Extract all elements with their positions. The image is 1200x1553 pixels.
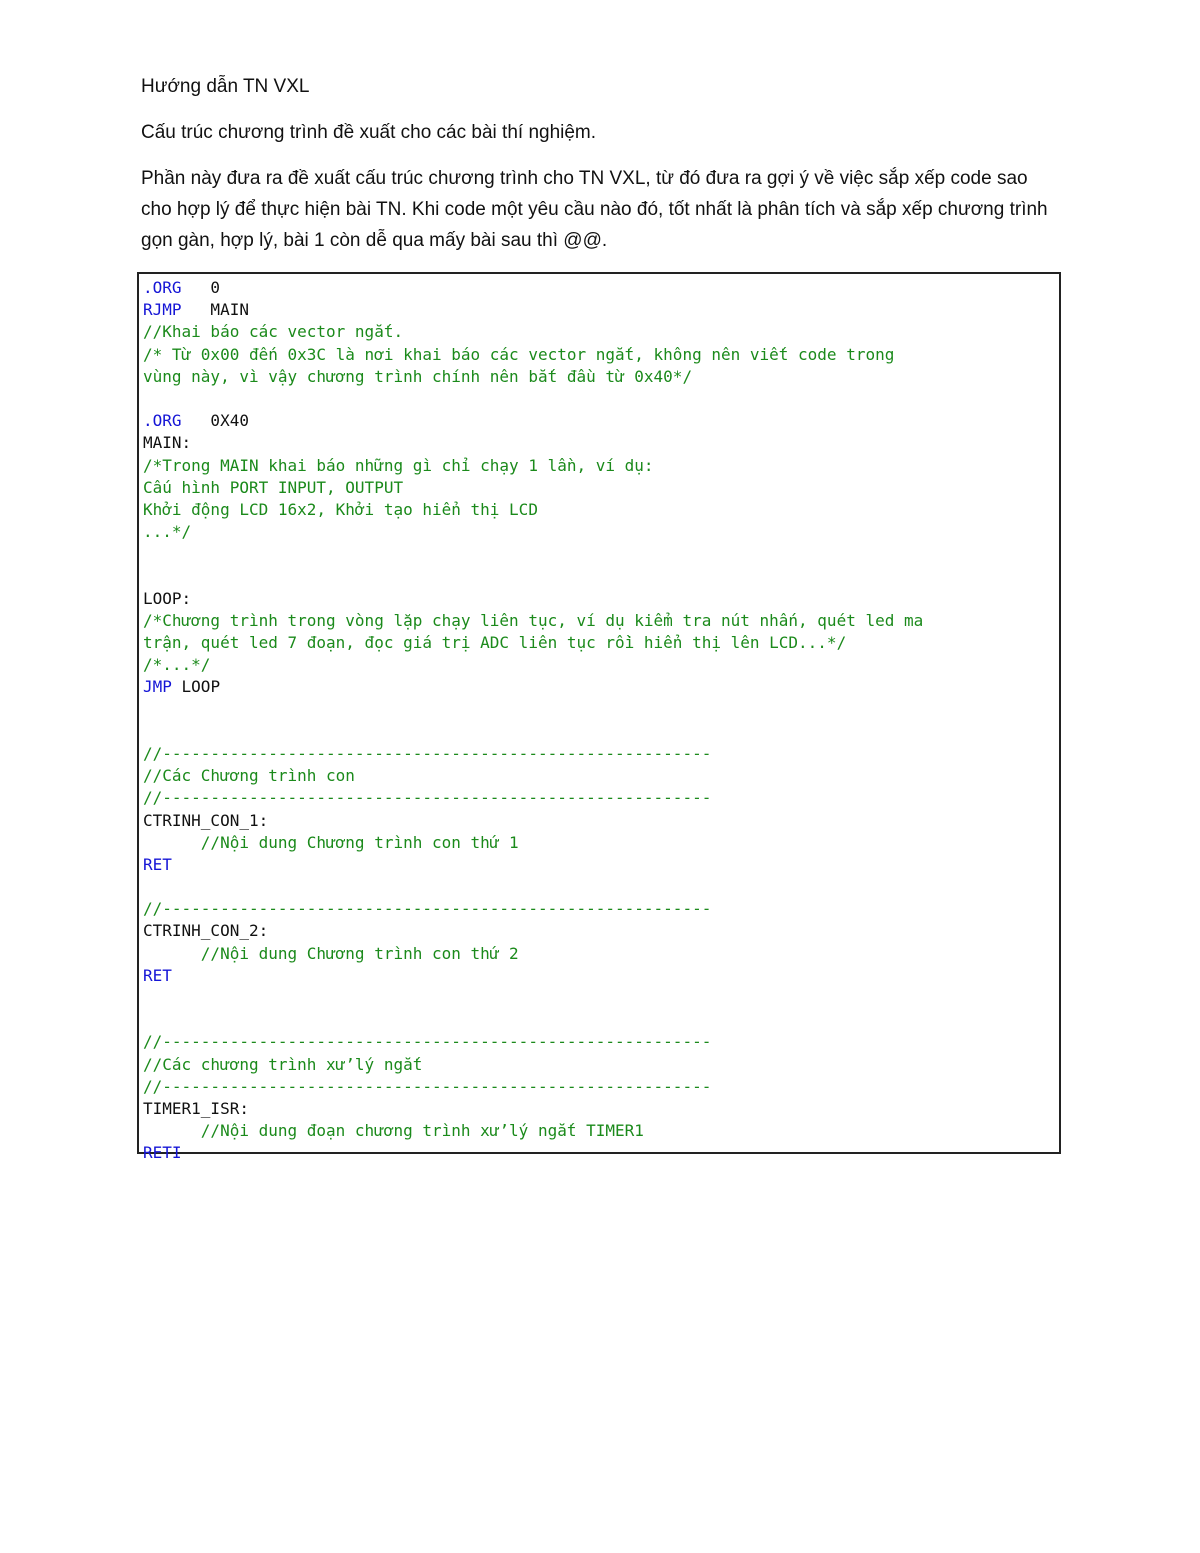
code-comment: Cấu hình PORT INPUT, OUTPUT <box>143 477 404 497</box>
document-title: Hướng dẫn TN VXL <box>141 76 310 97</box>
code-text: MAIN <box>181 300 249 320</box>
code-keyword: .ORG <box>143 411 182 431</box>
code-line <box>143 277 923 299</box>
code-comment: vùng này, vì vậy chương trình chính nên bắt đầu từ 0x40*/ <box>143 366 693 386</box>
code-comment: //Nội dung Chương trình con thứ 2 <box>143 943 519 963</box>
code-block <box>137 272 1061 1163</box>
code-keyword: RET <box>143 965 172 985</box>
code-comment: //--------------------------------------------------------- <box>143 1032 712 1052</box>
code-line <box>143 832 923 854</box>
code-line <box>143 299 923 321</box>
code-comment: //Nội dung Chương trình con thứ 1 <box>143 832 519 852</box>
code-keyword: RETI <box>143 1143 182 1163</box>
code-line <box>143 676 923 698</box>
code-comment: //Các chương trình xư’lý ngắt <box>143 1054 423 1074</box>
code-text: MAIN: <box>143 433 192 453</box>
code-comment: /*Chương trình trong vòng lặp chạy liên tục, ví dụ kiểm tra nút nhấn, quét led ma <box>143 610 924 630</box>
code-line <box>143 1076 923 1098</box>
code-comment: trận, quét led 7 đoạn, đọc giá trị ADC liên tục rồi hiển thị lên LCD...*/ <box>143 633 847 652</box>
code-line <box>143 1031 923 1053</box>
code-text: TIMER1_ISR: <box>143 1098 249 1118</box>
code-line <box>143 743 923 765</box>
code-line <box>143 410 923 432</box>
code-keyword: JMP <box>143 677 172 697</box>
code-text: LOOP <box>171 677 221 697</box>
code-comment: //Nội dung đoạn chương trình xư’lý ngắt TIMER1 <box>143 1121 644 1141</box>
code-line <box>143 344 923 366</box>
code-text: 0 <box>181 278 221 297</box>
code-comment: //--------------------------------------------------------- <box>143 788 712 808</box>
code-line <box>143 654 923 676</box>
code-line <box>143 388 923 410</box>
code-listing <box>143 277 923 1165</box>
code-line <box>143 1142 923 1164</box>
code-line <box>143 521 923 543</box>
code-line <box>143 721 923 743</box>
code-comment: //Các Chương trình con <box>143 766 355 786</box>
intro-paragraph: Phần này đưa ra đề xuất cấu trúc chương trình cho TN VXL, từ đó đưa ra gợi ý về việc sắp xếp code sao cho hợp lý để thực hiện bài TN. Khi code một yêu cầu nào đó, tốt nhất là phân tích và sắp xếp chương trình gọn gàn, hợp lý, bài 1 còn dễ qua mấy bài sau thì @@. <box>141 168 1048 251</box>
code-line <box>143 898 923 920</box>
code-line <box>143 432 923 454</box>
code-line <box>143 1120 923 1142</box>
code-line <box>143 810 923 832</box>
code-line <box>143 366 923 388</box>
code-text: CTRINH_CON_1: <box>143 810 269 830</box>
code-keyword: .ORG <box>143 278 182 297</box>
code-line <box>143 610 923 632</box>
code-line <box>143 965 923 987</box>
code-line <box>143 765 923 787</box>
code-line <box>143 632 923 654</box>
code-line <box>143 699 923 721</box>
code-line <box>143 588 923 610</box>
code-keyword: RJMP <box>143 300 182 320</box>
code-comment: //--------------------------------------------------------- <box>143 743 712 763</box>
code-line <box>143 920 923 942</box>
code-line <box>143 543 923 565</box>
code-text: CTRINH_CON_2: <box>143 921 269 941</box>
code-keyword: RET <box>143 854 172 874</box>
code-text: LOOP: <box>143 588 192 608</box>
code-comment: /*...*/ <box>143 655 211 675</box>
code-comment: Khởi động LCD 16x2, Khởi tạo hiển thị LCD <box>143 499 538 519</box>
code-line <box>143 477 923 499</box>
code-line <box>143 854 923 876</box>
code-comment: //Khai báo các vector ngắt. <box>143 322 404 342</box>
code-line <box>143 943 923 965</box>
code-line <box>143 321 923 343</box>
section-heading: Cấu trúc chương trình đề xuất cho các bài thí nghiệm. <box>141 122 597 143</box>
code-comment: //--------------------------------------------------------- <box>143 1076 712 1096</box>
code-line <box>143 455 923 477</box>
code-line <box>143 987 923 1009</box>
code-line <box>143 499 923 521</box>
code-comment: /*Trong MAIN khai báo những gì chỉ chạy 1 lần, ví dụ: <box>143 455 654 475</box>
code-comment: ...*/ <box>143 522 192 542</box>
code-comment: //--------------------------------------------------------- <box>143 899 712 919</box>
code-line <box>143 876 923 898</box>
code-line <box>143 1098 923 1120</box>
code-comment: /* Từ 0x00 đến 0x3C là nơi khai báo các vector ngắt, không nên viết code trong <box>143 344 895 364</box>
code-line <box>143 1009 923 1031</box>
code-text: 0X40 <box>181 411 249 431</box>
code-line <box>143 787 923 809</box>
code-line <box>143 1054 923 1076</box>
code-line <box>143 565 923 587</box>
